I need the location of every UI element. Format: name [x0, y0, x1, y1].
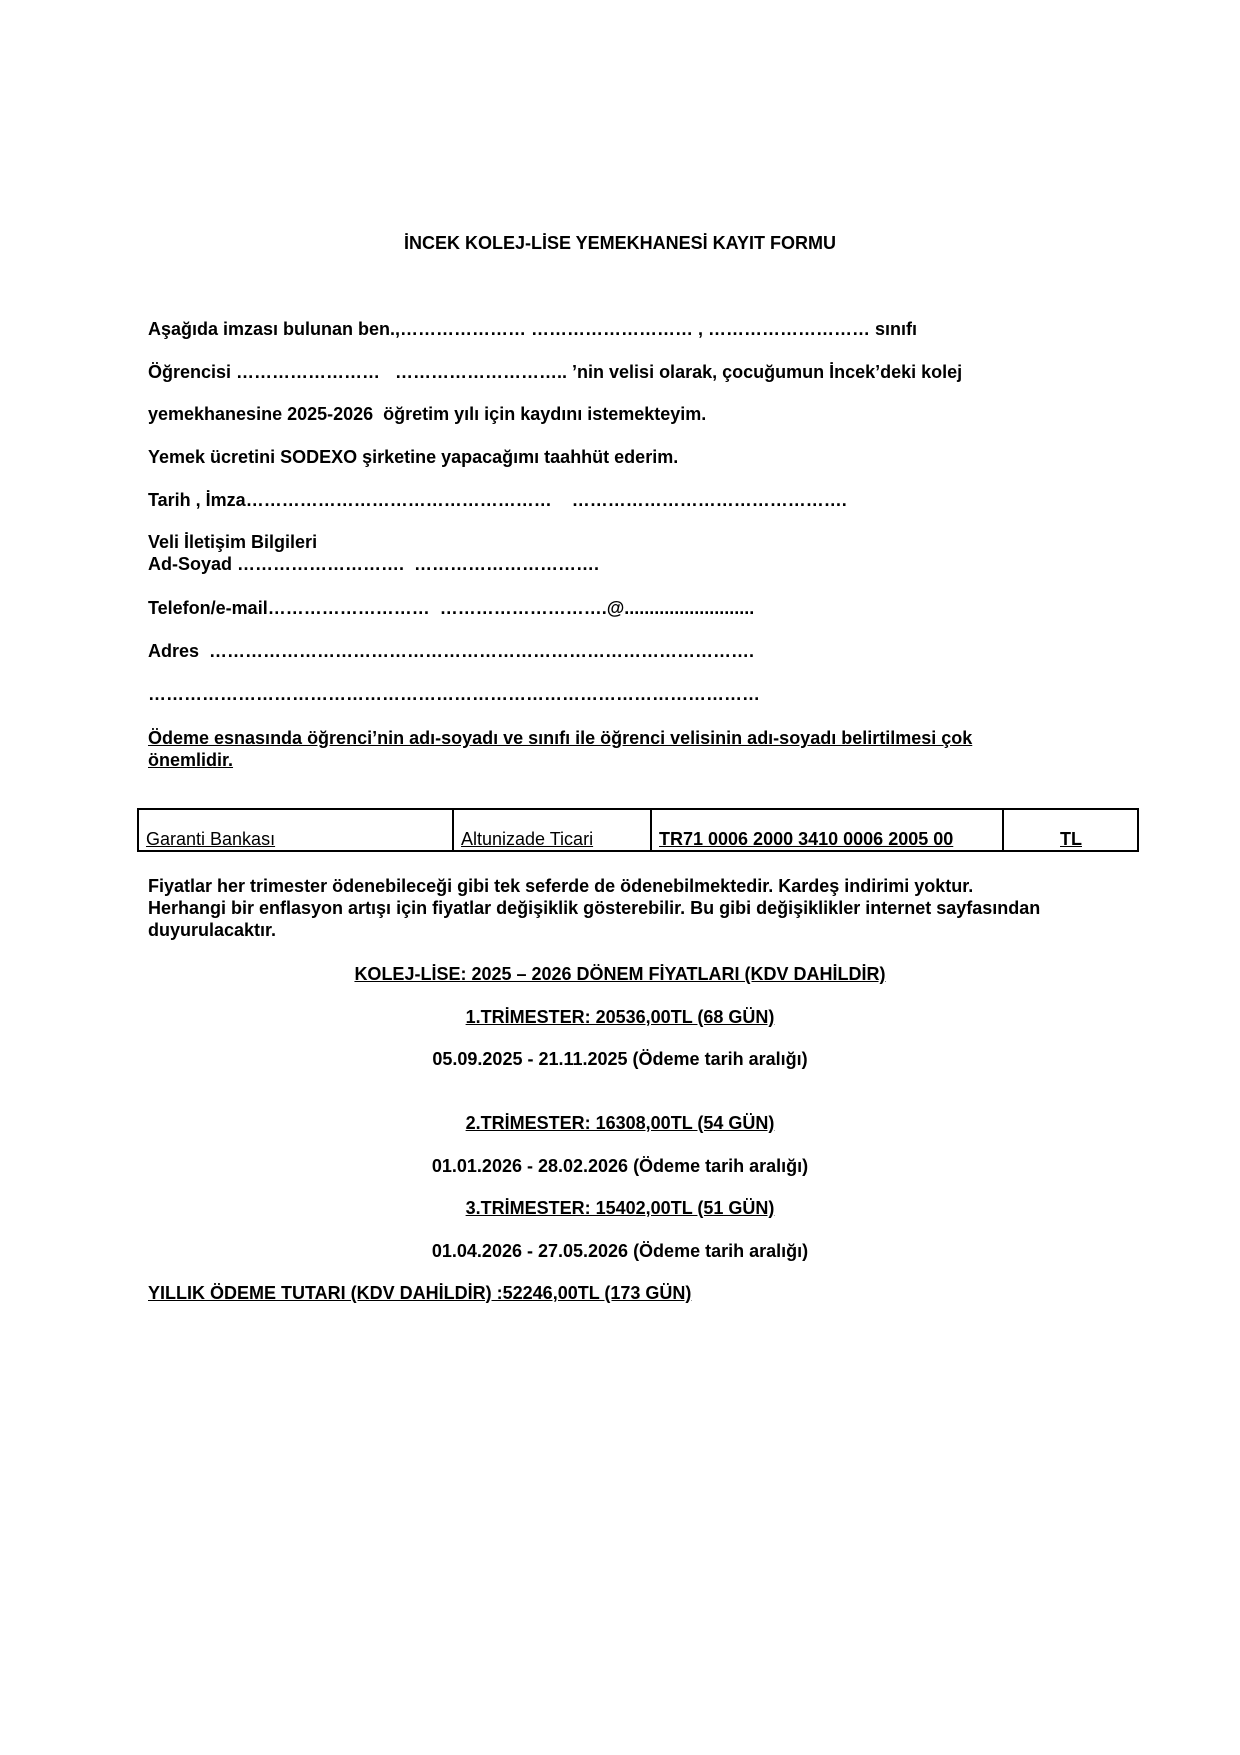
trimester-3-dates: 01.04.2026 - 27.05.2026 (Ödeme tarih aralığı)	[431, 1241, 809, 1261]
trimester-1-price: 1.TRİMESTER: 20536,00TL (68 GÜN)	[465, 1007, 775, 1027]
contact-header: Veli İletişim Bilgileri	[148, 532, 318, 552]
table-row	[138, 809, 1138, 851]
address-continuation-line: …………………………………………………………………………………………	[148, 684, 760, 704]
currency-cell: TL	[1003, 809, 1138, 851]
bank-info-table	[137, 808, 1139, 852]
date-signature-line: Tarih , İmza…………………………………………… ……………………………………….	[148, 490, 847, 510]
bank-name-cell: Garanti Bankası	[138, 809, 453, 851]
student-name-line: Aşağıda imzası bulunan ben.,………………… ……………………… , ……………………… sınıfı	[148, 319, 918, 339]
info-line: Fiyatlar her trimester ödenebileceği gibi tek seferde de ödenebilmektedir. Kardeş indirimi yoktur.	[148, 876, 974, 896]
payment-commitment-line: Yemek ücretini SODEXO şirketine yapacağımı taahhüt ederim.	[148, 447, 679, 467]
phone-email-line: Telefon/e-mail……………………… ……………………….@..........................	[148, 598, 755, 618]
info-line: duyurulacaktır.	[148, 920, 277, 940]
payment-note: Ödeme esnasında öğrenci’nin adı-soyadı ve sınıfı ile öğrenci velisinin adı-soyadı belirtilmesi çok	[148, 728, 973, 748]
recipient-cell: Altunizade Ticari	[453, 809, 651, 851]
trimester-1-dates: 05.09.2025 - 21.11.2025 (Ödeme tarih aralığı)	[432, 1049, 808, 1069]
student-line: Öğrencisi …………………… ……………………….. ’nin velisi olarak, çocuğumun İncek’deki kolej	[148, 362, 963, 382]
payment-note-continuation: önemlidir.	[148, 750, 234, 770]
parent-name-line: Ad-Soyad ………………………. ………………………….	[148, 554, 600, 574]
iban-cell: TR71 0006 2000 3410 0006 2005 00	[651, 809, 1003, 851]
price-heading: KOLEJ-LİSE: 2025 – 2026 DÖNEM FİYATLARI (KDV DAHİLDİR)	[354, 964, 886, 984]
annual-total: YILLIK ÖDEME TUTARI (KDV DAHİLDİR) :52246,00TL (173 GÜN)	[148, 1283, 692, 1303]
registration-line: yemekhanesine 2025-2026 öğretim yılı için kaydını istemekteyim.	[148, 404, 707, 424]
trimester-2-price: 2.TRİMESTER: 16308,00TL (54 GÜN)	[465, 1113, 775, 1133]
info-line: Herhangi bir enflasyon artışı için fiyatlar değişiklik gösterebilir. Bu gibi değişiklikler internet sayfasından	[148, 898, 1041, 918]
address-line: Adres ……………………………………………………………………………….	[148, 641, 755, 661]
trimester-3-price: 3.TRİMESTER: 15402,00TL (51 GÜN)	[465, 1198, 775, 1218]
trimester-2-dates: 01.01.2026 - 28.02.2026 (Ödeme tarih aralığı)	[431, 1156, 809, 1176]
form-title: İNCEK KOLEJ-LİSE YEMEKHANESİ KAYIT FORMU	[403, 233, 837, 253]
